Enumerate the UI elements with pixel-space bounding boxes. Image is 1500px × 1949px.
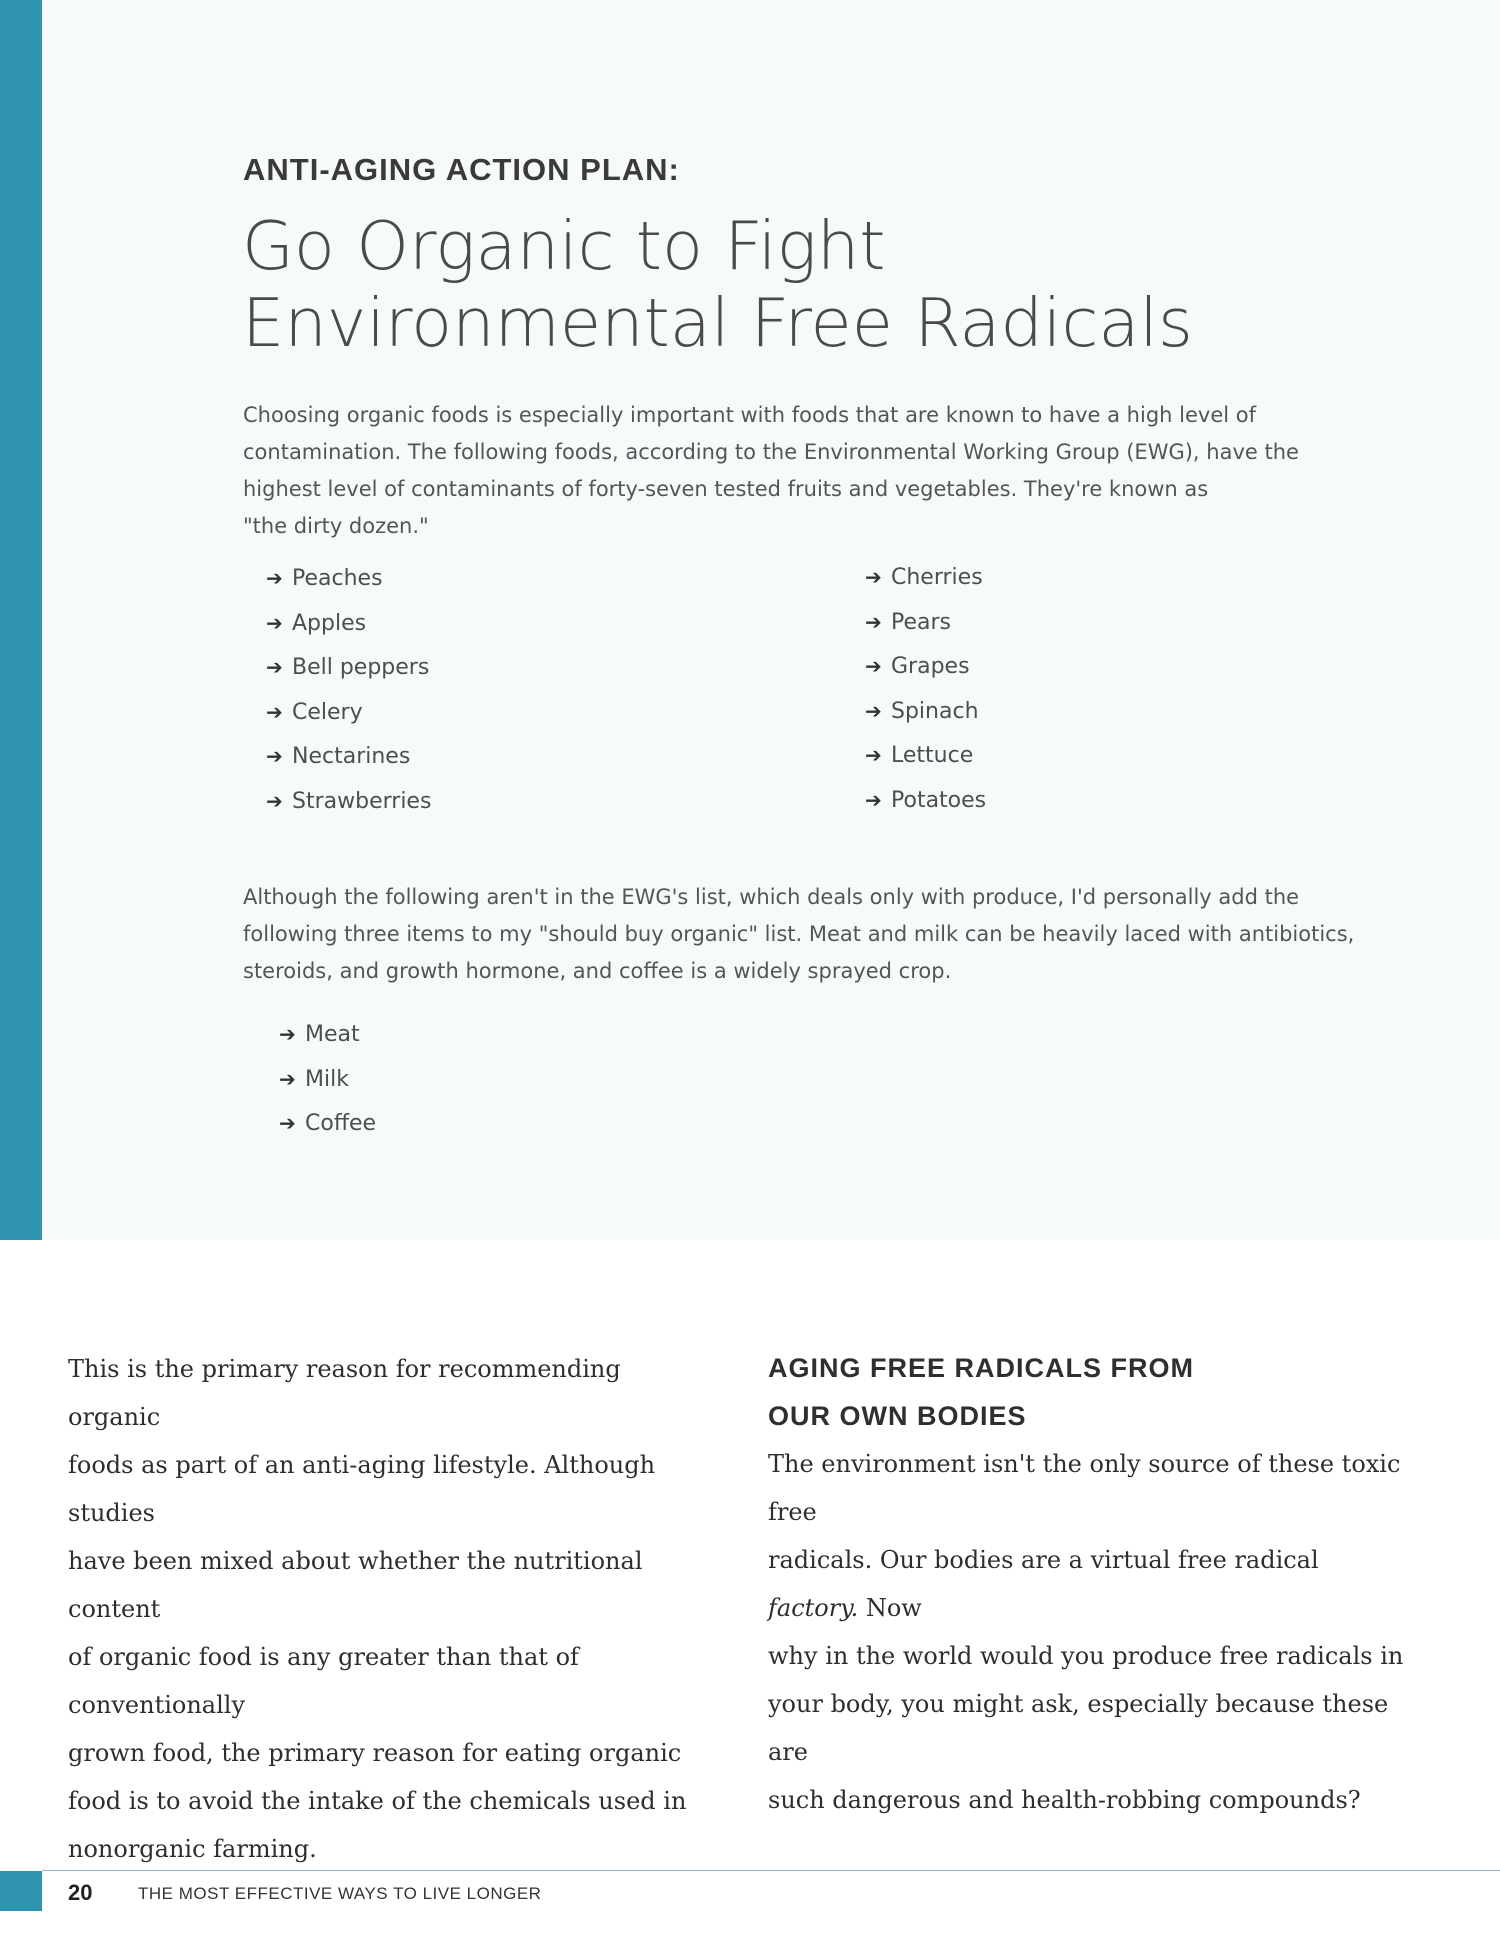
emphasis-factory: factory. [768,1594,859,1622]
accent-bar [0,0,42,1240]
arrow-icon: ➔ [266,744,283,768]
list-item: ➔ Potatoes [865,778,986,823]
intro-line: highest level of contaminants of forty-seven tested fruits and vegetables. They're known as [243,477,1209,501]
note-line: steroids, and growth hormone, and coffee is a widely sprayed crop. [243,959,952,983]
body-line: foods as part of an anti-aging lifestyle. Although studies [68,1451,656,1527]
list-item: ➔ Milk [279,1057,376,1102]
list-item: ➔ Spinach [865,689,986,734]
arrow-icon: ➔ [266,655,283,679]
note-line: Although the following aren't in the EWG's list, which deals only with produce, I'd personally add the [243,885,1300,909]
body-line: your body, you might ask, especially because these are [768,1690,1389,1766]
heading-line-1: AGING FREE RADICALS FROM [768,1353,1194,1383]
body-line: why in the world would you produce free radicals in [768,1642,1404,1670]
title-line-1: Go Organic to Fight [242,207,886,285]
dirty-dozen-left-list [266,556,431,823]
list-item: ➔ Cherries [865,555,986,600]
body-line: radicals. Our bodies are a virtual free radical factory. Now [768,1546,1319,1622]
intro-line: contamination. The following foods, according to the Environmental Working Group (EWG), have the [243,440,1299,464]
body-line: nonorganic farming. [68,1835,317,1863]
list-item: ➔ Apples [266,601,431,646]
body-line: grown food, the primary reason for eating organic [68,1739,682,1767]
intro-line: Choosing organic foods is especially important with foods that are known to have a high level of [243,403,1256,427]
arrow-icon: ➔ [279,1022,296,1046]
heading-line-2: OUR OWN BODIES [768,1401,1027,1431]
list-item: ➔ Grapes [865,644,986,689]
list-item: ➔ Strawberries [266,779,431,824]
running-title: THE MOST EFFECTIVE WAYS TO LIVE LONGER [138,1884,542,1903]
extra-organic-list [279,1012,376,1146]
list-item: ➔ Lettuce [865,733,986,778]
arrow-icon: ➔ [865,698,882,723]
arrow-icon: ➔ [266,788,283,813]
section-kicker: ANTI-AGING ACTION PLAN: [243,152,680,187]
body-text-right-column [768,1440,1408,1824]
list-item: ➔ Pears [865,600,986,645]
arrow-icon: ➔ [266,699,283,724]
arrow-icon: ➔ [865,743,882,767]
body-line: food is to avoid the intake of the chemicals used in [68,1787,687,1815]
list-item: ➔ Celery [266,690,431,735]
arrow-icon: ➔ [266,566,283,590]
page-title [242,208,1342,362]
body-text-left-column [68,1345,708,1873]
list-item: ➔ Coffee [279,1101,376,1146]
body-line: have been mixed about whether the nutritional content [68,1547,643,1623]
body-line: This is the primary reason for recommending organic [68,1355,621,1431]
list-item: ➔ Meat [279,1012,376,1057]
additional-items-paragraph [243,879,1423,990]
page-number: 20 [68,1880,93,1905]
arrow-icon: ➔ [266,610,283,635]
footer-accent-tab [0,1871,42,1911]
title-line-2: Environmental Free Radicals [242,284,1193,362]
arrow-icon: ➔ [279,1066,296,1091]
note-line: following three items to my "should buy organic" list. Meat and milk can be heavily laced with antibiotics, [243,922,1355,946]
list-item: ➔ Nectarines [266,734,431,779]
body-line: such dangerous and health-robbing compounds? [768,1786,1361,1814]
dirty-dozen-right-list [865,555,986,822]
footer-rule [42,1870,1500,1871]
intro-paragraph [243,397,1423,545]
arrow-icon: ➔ [279,1111,296,1135]
arrow-icon: ➔ [865,565,882,589]
body-line: The environment isn't the only source of these toxic free [768,1450,1401,1526]
arrow-icon: ➔ [865,654,882,678]
list-item: ➔ Bell peppers [266,645,431,690]
section-heading [768,1344,1194,1440]
arrow-icon: ➔ [865,787,882,812]
arrow-icon: ➔ [865,609,882,634]
body-line: of organic food is any greater than that of conventionally [68,1643,579,1719]
intro-line: "the dirty dozen." [243,514,429,538]
list-item: ➔ Peaches [266,556,431,601]
